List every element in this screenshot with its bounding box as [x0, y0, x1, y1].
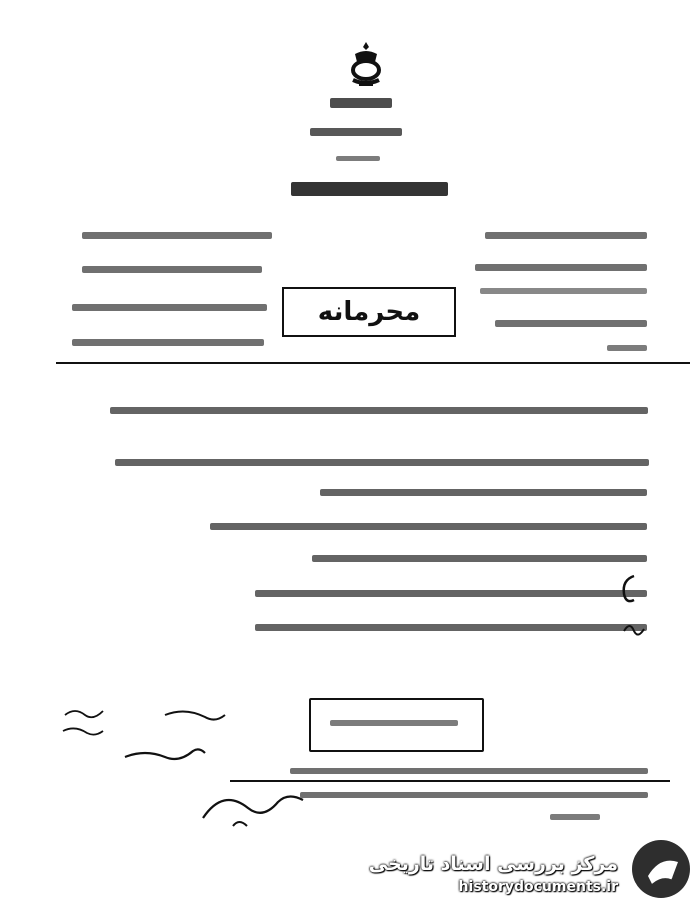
- meta-reliability: [480, 288, 647, 294]
- header-line-1: [330, 98, 392, 108]
- lower-stamp-content: [330, 720, 458, 726]
- margin-handwritten-mark-2: [620, 617, 648, 639]
- header-line-2: [310, 128, 402, 136]
- margin-handwritten-mark: [618, 572, 642, 606]
- header-divider: [56, 362, 690, 364]
- body-line-5: [312, 555, 647, 562]
- meta-location: [475, 264, 647, 271]
- header-line-3: [336, 156, 380, 161]
- meta-report-date: [72, 339, 264, 346]
- meta-received-date: [72, 304, 267, 311]
- classification-stamp-text: محرمانه: [317, 297, 421, 327]
- body-line-6: [255, 590, 647, 597]
- meta-number: [82, 232, 272, 239]
- history-documents-logo-icon: [630, 838, 692, 900]
- meta-source: [495, 320, 647, 327]
- footer-line-1: [290, 768, 648, 774]
- footer-line-3: [550, 814, 600, 820]
- body-line-2: [115, 459, 649, 466]
- watermark-org-name: مرکز بررسی اسناد تاریخی: [368, 853, 618, 875]
- body-line-3: [320, 489, 647, 496]
- meta-subject: [485, 232, 647, 239]
- meta-event-date: [82, 266, 262, 273]
- body-line-1: [110, 407, 648, 414]
- signature: [198, 768, 308, 832]
- body-line-7: [255, 624, 647, 631]
- watermark-url: historydocuments.ir: [458, 879, 618, 895]
- crown-emblem-icon: [345, 40, 387, 90]
- body-line-4: [210, 523, 647, 530]
- meta-evaluation: [607, 345, 647, 351]
- footer-line-2: [300, 792, 648, 798]
- report-title: [291, 182, 448, 196]
- classification-stamp: [282, 287, 456, 337]
